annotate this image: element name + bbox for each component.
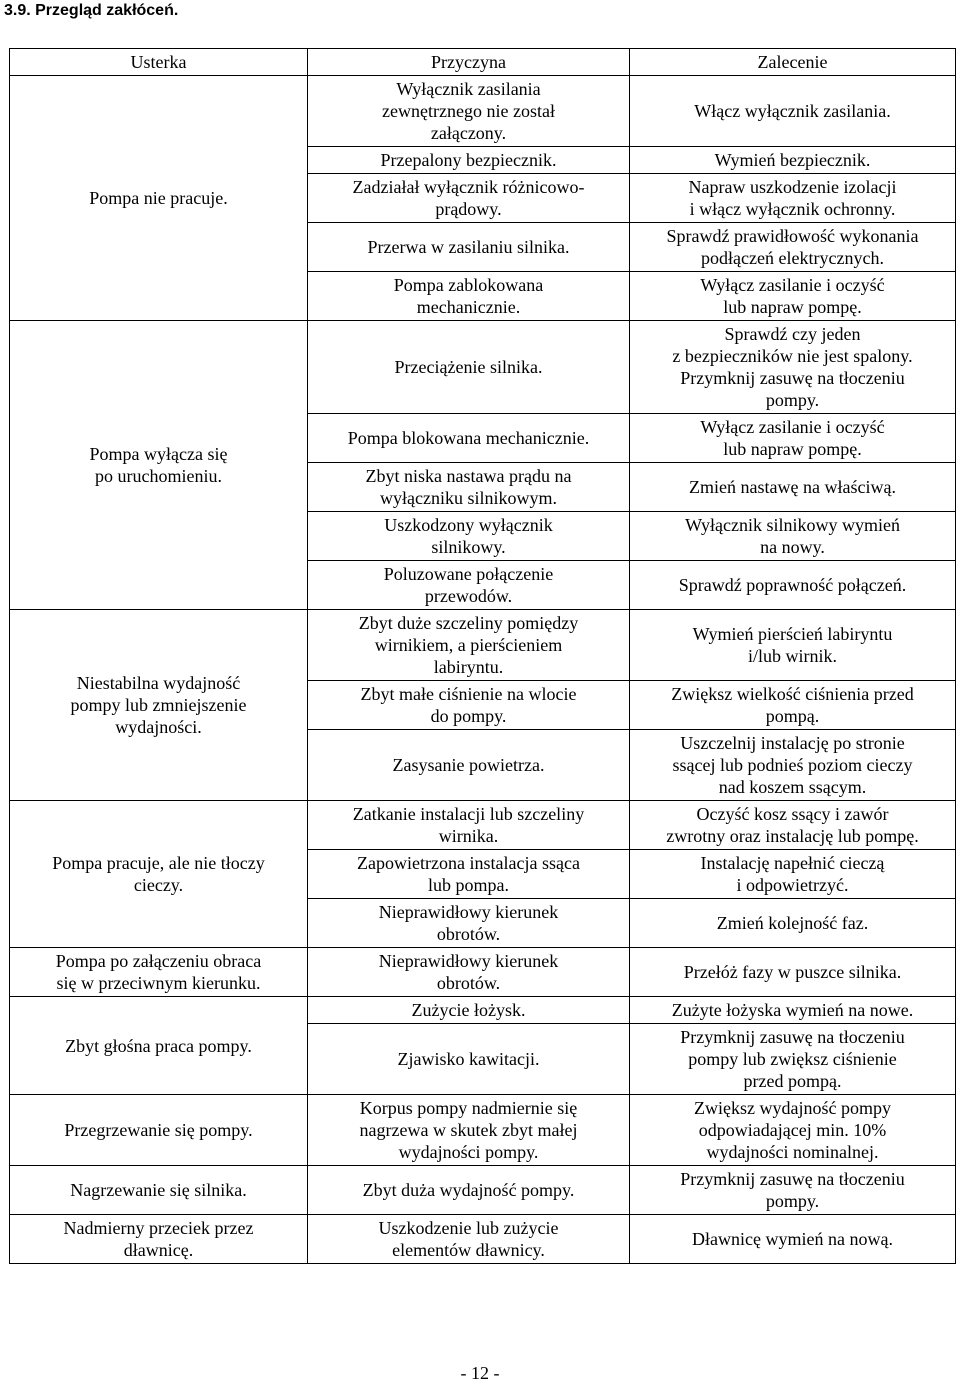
fault-table bbox=[9, 48, 956, 1264]
fault-cell: Nagrzewanie się silnika. bbox=[10, 1166, 308, 1215]
recommendation-cell: Włącz wyłącznik zasilania. bbox=[630, 76, 956, 147]
cause-cell: Zbyt duże szczeliny pomiędzy wirnikiem, a pierścieniem labiryntu. bbox=[308, 610, 630, 681]
fault-cell: Przegrzewanie się pompy. bbox=[10, 1095, 308, 1166]
recommendation-cell: Przymknij zasuwę na tłoczeniu pompy. bbox=[630, 1166, 956, 1215]
cause-cell: Nieprawidłowy kierunek obrotów. bbox=[308, 948, 630, 997]
table-row bbox=[10, 610, 956, 681]
cause-cell: Zjawisko kawitacji. bbox=[308, 1024, 630, 1095]
cause-cell: Wyłącznik zasilania zewnętrznego nie został załączony. bbox=[308, 76, 630, 147]
cause-cell: Nieprawidłowy kierunek obrotów. bbox=[308, 899, 630, 948]
table-row bbox=[10, 76, 956, 147]
recommendation-cell: Zwiększ wydajność pompy odpowiadającej min. 10% wydajności nominalnej. bbox=[630, 1095, 956, 1166]
recommendation-cell: Wymień pierścień labiryntu i/lub wirnik. bbox=[630, 610, 956, 681]
cause-cell: Zbyt duża wydajność pompy. bbox=[308, 1166, 630, 1215]
cause-cell: Korpus pompy nadmiernie się nagrzewa w skutek zbyt małej wydajności pompy. bbox=[308, 1095, 630, 1166]
recommendation-cell: Zużyte łożyska wymień na nowe. bbox=[630, 997, 956, 1024]
recommendation-cell: Sprawdź prawidłowość wykonania podłączeń elektrycznych. bbox=[630, 223, 956, 272]
cause-cell: Przepalony bezpiecznik. bbox=[308, 147, 630, 174]
recommendation-cell: Zmień kolejność faz. bbox=[630, 899, 956, 948]
recommendation-cell: Przełóż fazy w puszce silnika. bbox=[630, 948, 956, 997]
table-header-row bbox=[10, 49, 956, 76]
cause-cell: Uszkodzenie lub zużycie elementów dławnicy. bbox=[308, 1215, 630, 1264]
page-number: - 12 - bbox=[460, 1363, 500, 1383]
cause-cell: Zasysanie powietrza. bbox=[308, 730, 630, 801]
cause-cell: Zapowietrzona instalacja ssąca lub pompa. bbox=[308, 850, 630, 899]
cause-cell: Pompa zablokowana mechanicznie. bbox=[308, 272, 630, 321]
recommendation-cell: Zmień nastawę na właściwą. bbox=[630, 463, 956, 512]
cause-cell: Zadziałał wyłącznik różnicowo- prądowy. bbox=[308, 174, 630, 223]
table-body bbox=[10, 76, 956, 1264]
fault-cell: Pompa wyłącza się po uruchomieniu. bbox=[10, 321, 308, 610]
cause-cell: Zużycie łożysk. bbox=[308, 997, 630, 1024]
recommendation-cell: Wymień bezpiecznik. bbox=[630, 147, 956, 174]
recommendation-cell: Instalację napełnić cieczą i odpowietrzyć. bbox=[630, 850, 956, 899]
recommendation-cell: Wyłącz zasilanie i oczyść lub napraw pompę. bbox=[630, 272, 956, 321]
fault-cell: Pompa nie pracuje. bbox=[10, 76, 308, 321]
recommendation-cell: Oczyść kosz ssący i zawór zwrotny oraz instalację lub pompę. bbox=[630, 801, 956, 850]
section-title: 3.9. Przegląd zakłóceń. bbox=[4, 2, 179, 19]
header-recommendation: Zalecenie bbox=[630, 49, 956, 76]
cause-cell: Poluzowane połączenie przewodów. bbox=[308, 561, 630, 610]
table-row bbox=[10, 948, 956, 997]
cause-cell: Pompa blokowana mechanicznie. bbox=[308, 414, 630, 463]
cause-cell: Przerwa w zasilaniu silnika. bbox=[308, 223, 630, 272]
cause-cell: Przeciążenie silnika. bbox=[308, 321, 630, 414]
table-row bbox=[10, 1095, 956, 1166]
header-cause: Przyczyna bbox=[308, 49, 630, 76]
cause-cell: Uszkodzony wyłącznik silnikowy. bbox=[308, 512, 630, 561]
fault-cell: Zbyt głośna praca pompy. bbox=[10, 997, 308, 1095]
fault-cell: Pompa po załączeniu obraca się w przeciwnym kierunku. bbox=[10, 948, 308, 997]
recommendation-cell: Wyłącz zasilanie i oczyść lub napraw pompę. bbox=[630, 414, 956, 463]
recommendation-cell: Uszczelnij instalację po stronie ssącej lub podnieś poziom cieczy nad koszem ssącym. bbox=[630, 730, 956, 801]
recommendation-cell: Napraw uszkodzenie izolacji i włącz wyłącznik ochronny. bbox=[630, 174, 956, 223]
table-row bbox=[10, 1215, 956, 1264]
recommendation-cell: Dławnicę wymień na nową. bbox=[630, 1215, 956, 1264]
fault-cell: Niestabilna wydajność pompy lub zmniejszenie wydajności. bbox=[10, 610, 308, 801]
table-row bbox=[10, 321, 956, 414]
cause-cell: Zbyt małe ciśnienie na wlocie do pompy. bbox=[308, 681, 630, 730]
recommendation-cell: Sprawdź czy jeden z bezpieczników nie jest spalony. Przymknij zasuwę na tłoczeniu pompy. bbox=[630, 321, 956, 414]
cause-cell: Zbyt niska nastawa prądu na wyłączniku silnikowym. bbox=[308, 463, 630, 512]
recommendation-cell: Wyłącznik silnikowy wymień na nowy. bbox=[630, 512, 956, 561]
cause-cell: Zatkanie instalacji lub szczeliny wirnika. bbox=[308, 801, 630, 850]
fault-cell: Nadmierny przeciek przez dławnicę. bbox=[10, 1215, 308, 1264]
header-fault: Usterka bbox=[10, 49, 308, 76]
table-row bbox=[10, 1166, 956, 1215]
recommendation-cell: Sprawdź poprawność połączeń. bbox=[630, 561, 956, 610]
fault-cell: Pompa pracuje, ale nie tłoczy cieczy. bbox=[10, 801, 308, 948]
recommendation-cell: Przymknij zasuwę na tłoczeniu pompy lub zwiększ ciśnienie przed pompą. bbox=[630, 1024, 956, 1095]
recommendation-cell: Zwiększ wielkość ciśnienia przed pompą. bbox=[630, 681, 956, 730]
table-row bbox=[10, 997, 956, 1024]
table-row bbox=[10, 801, 956, 850]
